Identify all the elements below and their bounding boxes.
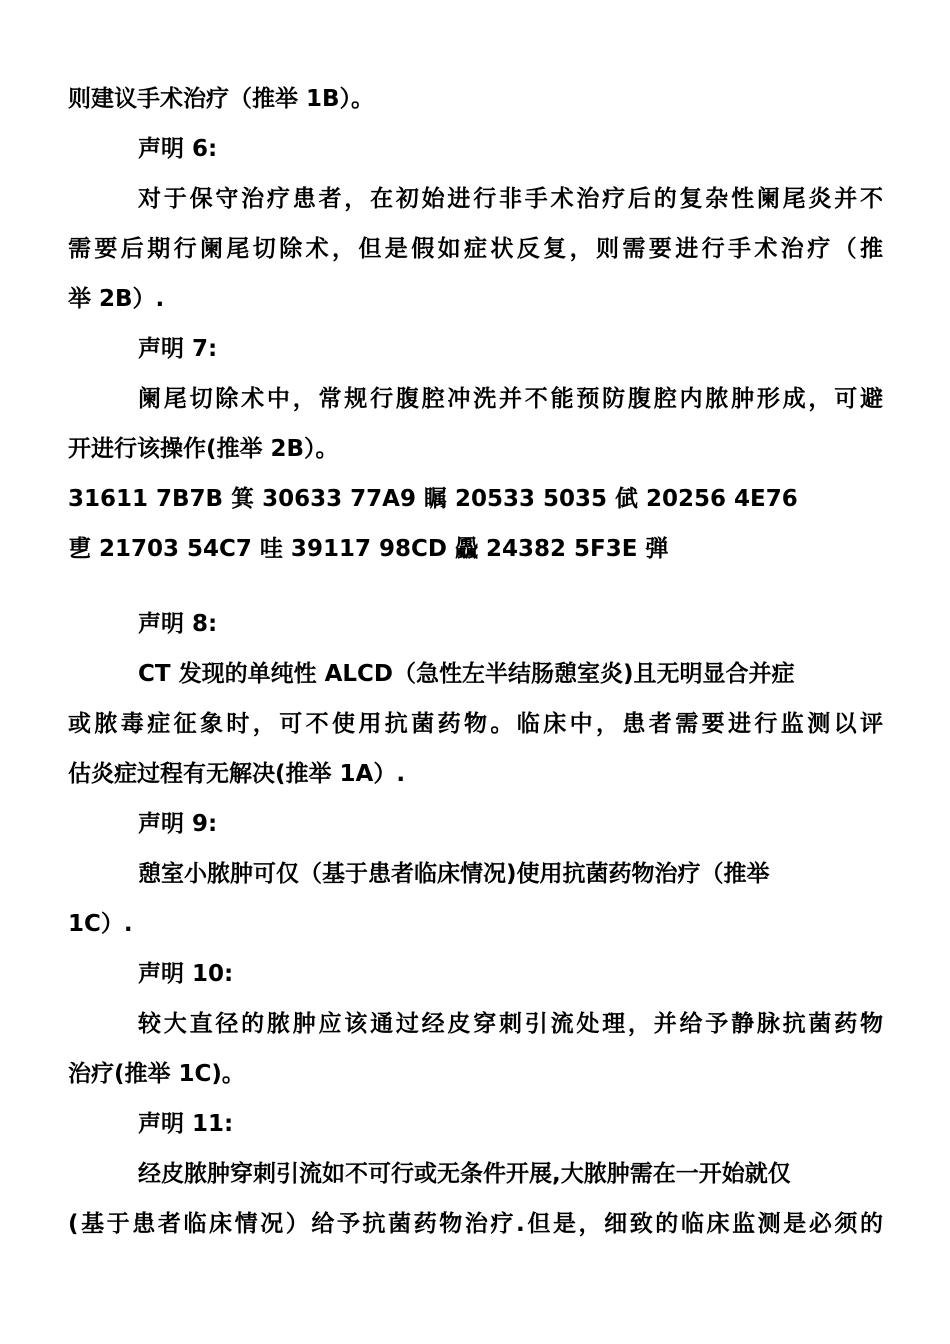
document-page [68,74,883,1249]
text-line: 1C）. [68,911,133,937]
statement-heading: 声明 8: [138,611,218,637]
text-line: 较大直径的脓肿应该通过经皮穿刺引流处理，并给予静脉抗菌药物 [138,1011,883,1037]
text-line: 阑尾切除术中，常规行腹腔冲洗并不能预防腹腔内脓肿形成，可避 [138,386,883,412]
text-line: 憩室小脓肿可仅（基于患者临床情况)使用抗菌药物治疗（推举 [138,861,770,887]
text-line: 治疗(推举 1C)。 [68,1061,245,1087]
statement-heading: 声明 10: [138,961,234,987]
text-line: 或脓毒症征象时，可不使用抗菌药物。临床中，患者需要进行监测以评 [68,711,883,737]
text-line: 经皮脓肿穿刺引流如不可行或无条件开展,大脓肿需在一开始就仅 [138,1161,791,1187]
text-line: 估炎症过程有无解决(推举 1A）. [68,761,406,787]
text-line: 举 2B）. [68,286,165,312]
statement-heading: 声明 6: [138,136,218,162]
text-line: CT 发现的单纯性 ALCD（急性左半结肠憩室炎)且无明显合并症 [138,661,795,687]
text-line: 开进行该操作(推举 2B）。 [68,436,339,462]
statement-heading: 声明 9: [138,811,218,837]
paragraph-gap [68,574,883,599]
code-line: 乶 21703 54C7 哇 39117 98CD 飍 24382 5F3E 弾 [68,536,669,562]
text-line: 需要后期行阑尾切除术，但是假如症状反复，则需要进行手术治疗（推 [68,236,883,262]
text-line: 对于保守治疗患者，在初始进行非手术治疗后的复杂性阑尾炎并不 [138,186,883,212]
text-line: (基于患者临床情况）给予抗菌药物治疗.但是，细致的临床监测是必须的 [68,1211,883,1237]
text-line: 则建议手术治疗（推举 1B）。 [68,86,375,112]
code-line: 31611 7B7B 箕 30633 77A9 瞩 20533 5035 倵 20256 4E76 [68,486,798,512]
statement-heading: 声明 11: [138,1111,234,1137]
statement-heading: 声明 7: [138,336,218,362]
